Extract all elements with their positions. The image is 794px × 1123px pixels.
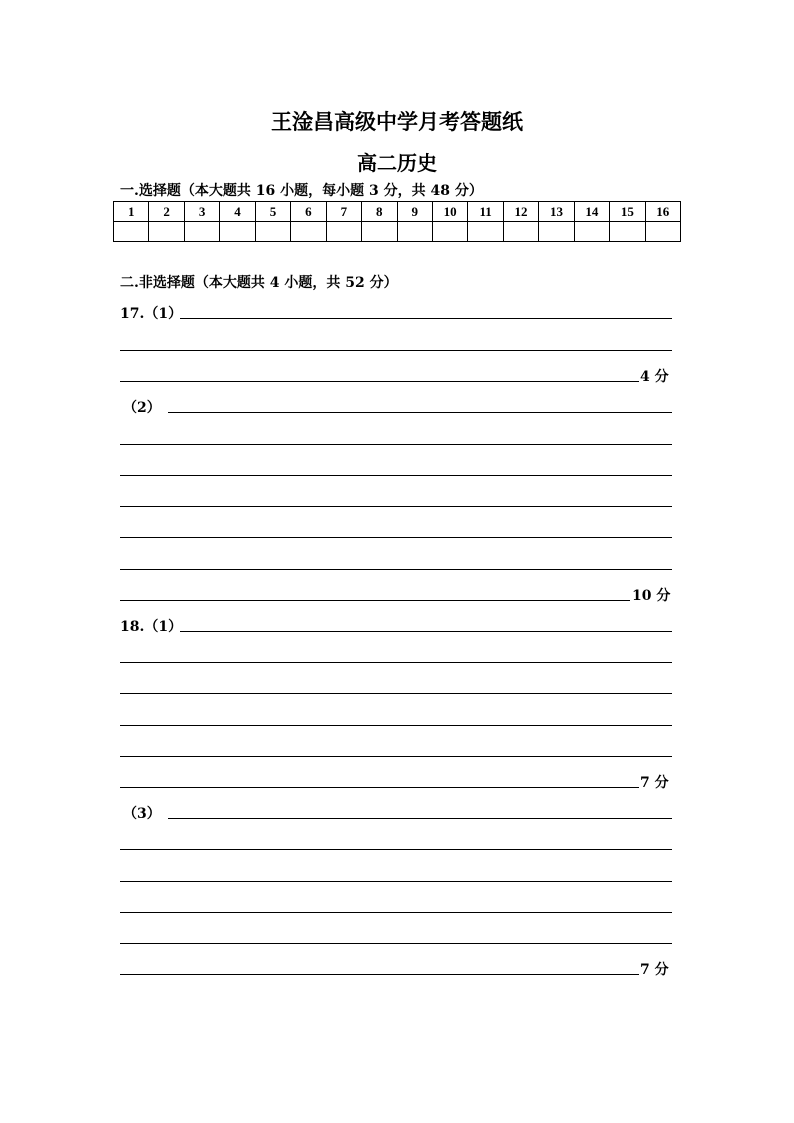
answer-grid-number-row bbox=[114, 202, 681, 222]
answer-cell[interactable] bbox=[255, 222, 290, 242]
answer-cell[interactable] bbox=[610, 222, 645, 242]
q17-part2-score: 10 分 bbox=[632, 588, 671, 604]
question-number-cell: 15 bbox=[610, 202, 645, 222]
answer-cell[interactable] bbox=[291, 222, 326, 242]
answer-cell[interactable] bbox=[326, 222, 361, 242]
question-number-cell: 16 bbox=[645, 202, 680, 222]
answer-cell[interactable] bbox=[184, 222, 219, 242]
question-number-cell: 3 bbox=[184, 202, 219, 222]
answer-cell[interactable] bbox=[362, 222, 397, 242]
page-subtitle: 高二历史 bbox=[357, 151, 437, 175]
question-number-cell: 6 bbox=[291, 202, 326, 222]
question-number-cell: 11 bbox=[468, 202, 503, 222]
answer-line[interactable] bbox=[180, 631, 672, 632]
q18-part3-label: （3） bbox=[123, 806, 161, 822]
answer-cell[interactable] bbox=[503, 222, 538, 242]
answer-line[interactable] bbox=[120, 569, 672, 570]
question-number-cell: 10 bbox=[432, 202, 467, 222]
question-number-cell: 12 bbox=[503, 202, 538, 222]
answer-cell[interactable] bbox=[539, 222, 574, 242]
answer-line[interactable] bbox=[120, 756, 672, 757]
answer-line[interactable] bbox=[168, 818, 672, 819]
answer-cell[interactable] bbox=[432, 222, 467, 242]
answer-line[interactable] bbox=[120, 725, 672, 726]
answer-line[interactable] bbox=[180, 318, 672, 319]
answer-line[interactable] bbox=[120, 662, 672, 663]
answer-line[interactable] bbox=[120, 537, 672, 538]
answer-grid-answer-row bbox=[114, 222, 681, 242]
question-number-cell: 14 bbox=[574, 202, 609, 222]
answer-line[interactable] bbox=[120, 974, 639, 975]
answer-line[interactable] bbox=[120, 506, 672, 507]
section-1-heading: 一.选择题（本大题共 16 小题，每小题 3 分，共 48 分） bbox=[120, 183, 483, 199]
answer-line[interactable] bbox=[120, 350, 672, 351]
answer-cell[interactable] bbox=[645, 222, 680, 242]
question-number-cell: 13 bbox=[539, 202, 574, 222]
answer-line[interactable] bbox=[120, 600, 630, 601]
question-number-cell: 2 bbox=[149, 202, 184, 222]
question-number-cell: 1 bbox=[114, 202, 149, 222]
answer-line[interactable] bbox=[120, 381, 639, 382]
answer-line[interactable] bbox=[120, 475, 672, 476]
page-title: 王淦昌高级中学月考答题纸 bbox=[271, 109, 523, 134]
question-number-cell: 4 bbox=[220, 202, 255, 222]
q17-part1-score: 4 分 bbox=[640, 369, 669, 385]
answer-grid bbox=[113, 201, 681, 242]
q18-part1-label: 18.（1） bbox=[120, 619, 183, 635]
answer-line[interactable] bbox=[120, 912, 672, 913]
answer-line[interactable] bbox=[120, 693, 672, 694]
section-2-heading: 二.非选择题（本大题共 4 小题，共 52 分） bbox=[120, 275, 398, 291]
answer-cell[interactable] bbox=[397, 222, 432, 242]
answer-line[interactable] bbox=[120, 849, 672, 850]
answer-line[interactable] bbox=[168, 412, 672, 413]
q17-part2-label: （2） bbox=[123, 400, 161, 416]
answer-line[interactable] bbox=[120, 881, 672, 882]
answer-cell[interactable] bbox=[220, 222, 255, 242]
answer-line[interactable] bbox=[120, 787, 639, 788]
question-number-cell: 5 bbox=[255, 202, 290, 222]
answer-cell[interactable] bbox=[149, 222, 184, 242]
question-number-cell: 9 bbox=[397, 202, 432, 222]
answer-cell[interactable] bbox=[468, 222, 503, 242]
question-number-cell: 8 bbox=[362, 202, 397, 222]
q18-part1-score: 7 分 bbox=[640, 775, 669, 791]
answer-cell[interactable] bbox=[574, 222, 609, 242]
answer-line[interactable] bbox=[120, 444, 672, 445]
question-number-cell: 7 bbox=[326, 202, 361, 222]
q17-part1-label: 17.（1） bbox=[120, 306, 183, 322]
answer-cell[interactable] bbox=[114, 222, 149, 242]
q18-part3-score: 7 分 bbox=[640, 962, 669, 978]
answer-line[interactable] bbox=[120, 943, 672, 944]
